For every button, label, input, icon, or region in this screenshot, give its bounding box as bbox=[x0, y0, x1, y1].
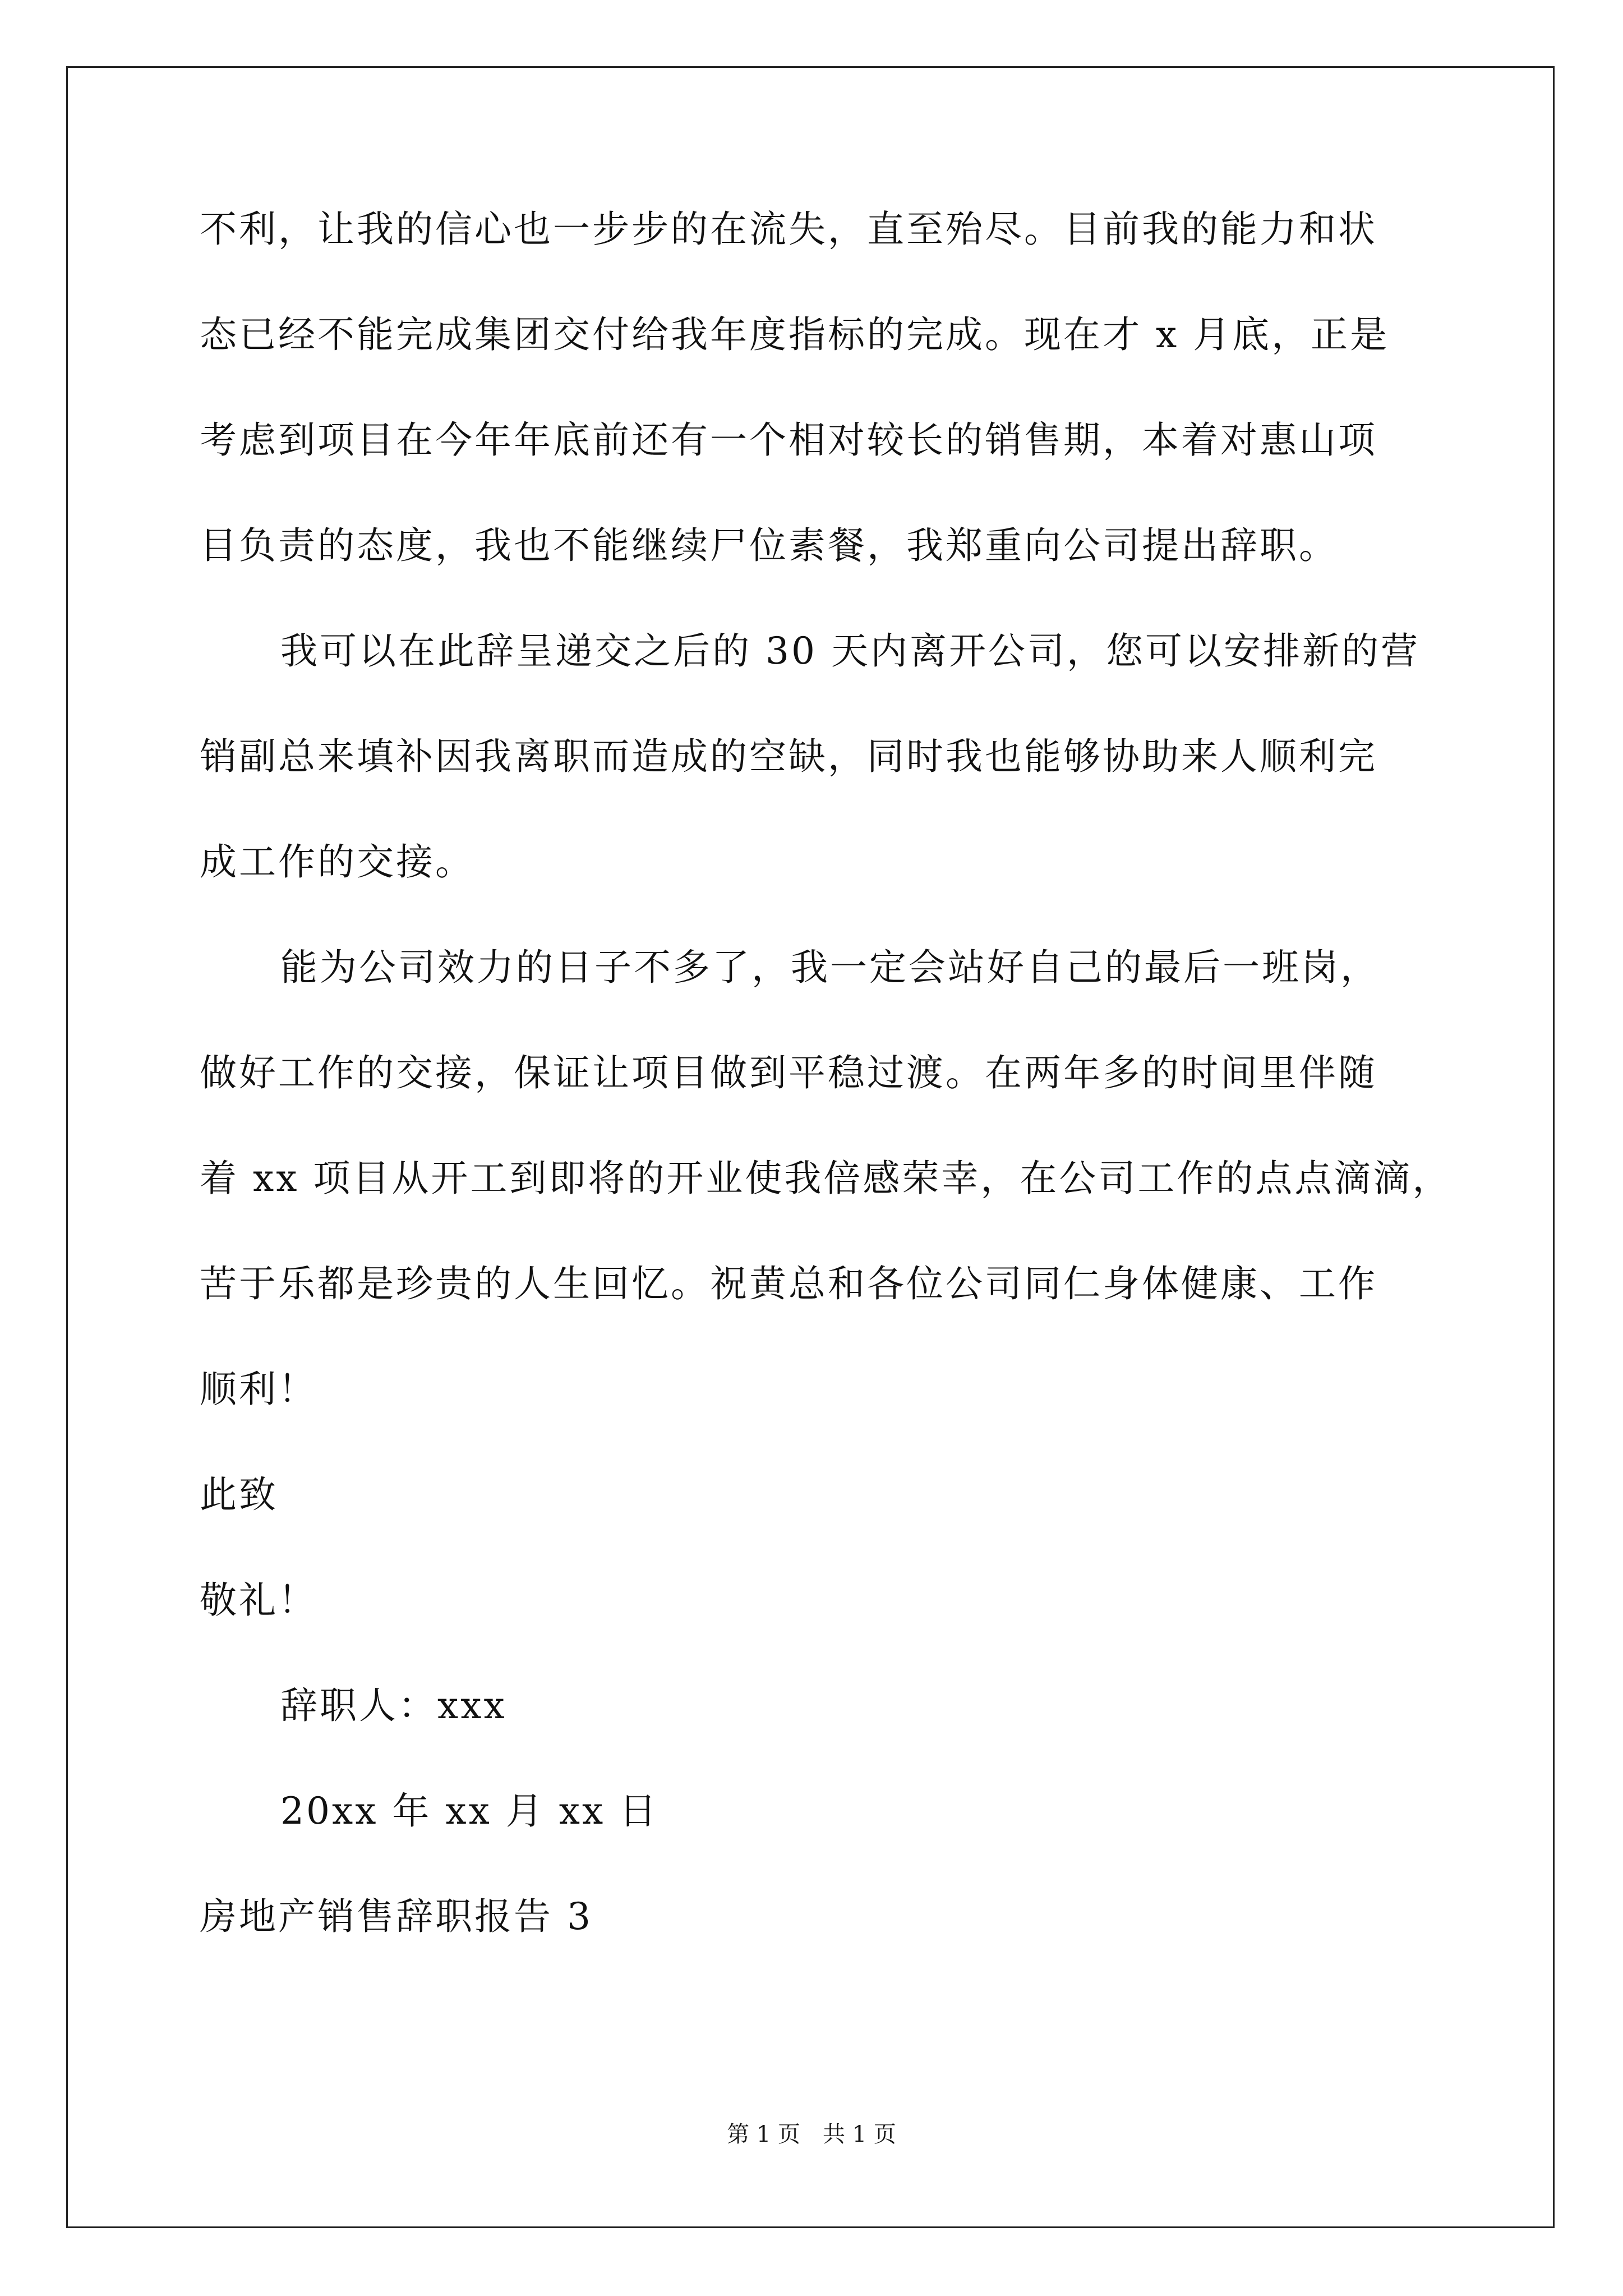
date: 20xx 年 xx 月 xx 日 bbox=[280, 1789, 659, 1833]
paragraph-line: 成工作的交接。 bbox=[200, 840, 474, 884]
paragraph-line: 考虑到项目在今年年底前还有一个相对较长的销售期，本着对惠山项 bbox=[200, 418, 1377, 462]
paragraph-line: 我可以在此辞呈递交之后的 30 天内离开公司，您可以安排新的营 bbox=[280, 629, 1420, 673]
paragraph-line: 顺利！ bbox=[200, 1368, 317, 1411]
paragraph-line: 苦于乐都是珍贵的人生回忆。祝黄总和各位公司同仁身体健康、工作 bbox=[200, 1262, 1377, 1305]
paragraph-line: 销副总来填补因我离职而造成的空缺，同时我也能够协助来人顺利完 bbox=[200, 735, 1377, 778]
paragraph-line: 不利，让我的信心也一步步的在流失，直至殆尽。目前我的能力和状 bbox=[200, 208, 1377, 251]
paragraph-line: 能为公司效力的日子不多了，我一定会站好自己的最后一班岗， bbox=[280, 946, 1380, 989]
paragraph-line: 做好工作的交接，保证让项目做到平稳过渡。在两年多的时间里伴随 bbox=[200, 1051, 1377, 1094]
signature: 辞职人：xxx bbox=[280, 1684, 507, 1727]
next-section-heading: 房地产销售辞职报告 3 bbox=[200, 1895, 593, 1938]
closing-salutation: 此致 bbox=[200, 1473, 278, 1516]
closing-regards: 敬礼！ bbox=[200, 1579, 317, 1622]
paragraph-line: 着 xx 项目从开工到即将的开业使我倍感荣幸，在公司工作的点点滴滴， bbox=[200, 1157, 1452, 1200]
paragraph-line: 目负责的态度，我也不能继续尸位素餐，我郑重向公司提出辞职。 bbox=[200, 524, 1338, 567]
paragraph-line: 态已经不能完成集团交付给我年度指标的完成。现在才 x 月底，正是 bbox=[200, 313, 1390, 356]
page-number-footer: 第 1 页 共 1 页 bbox=[727, 2122, 896, 2147]
